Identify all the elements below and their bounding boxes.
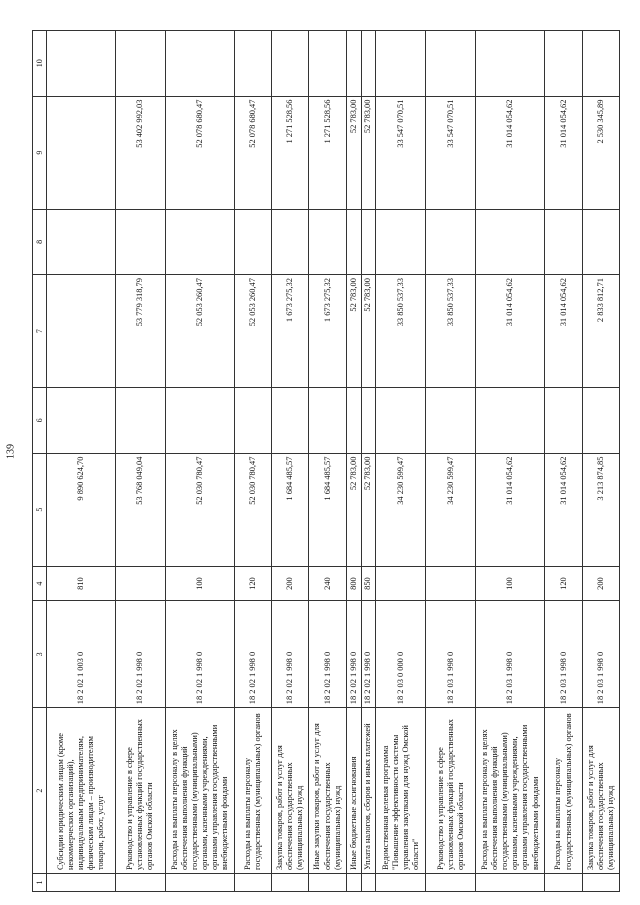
expense-name-cell: Расходы на выплаты персоналу государственных (муниципальных) органов xyxy=(235,708,272,874)
amount-col7-cell: 52 783,00 xyxy=(361,275,376,388)
header-cell-2: 2 xyxy=(33,708,47,874)
amount-col6-cell xyxy=(376,388,426,453)
amount-col6-cell xyxy=(346,388,361,453)
amount-col9-cell: 52 078 680,47 xyxy=(165,96,234,209)
amount-col5-cell: 1 684 485,57 xyxy=(309,453,346,566)
row-spacer-cell xyxy=(361,874,376,892)
amount-col10-cell xyxy=(235,31,272,97)
target-article-code-cell: 18 2 03 0 000 0 xyxy=(376,601,426,708)
header-cell-7: 7 xyxy=(33,275,47,388)
table-row xyxy=(426,31,476,892)
target-article-code-cell: 18 2 02 1 003 0 xyxy=(46,601,115,708)
row-spacer-cell xyxy=(165,874,234,892)
amount-col9-cell: 33 547 070,51 xyxy=(376,96,426,209)
amount-col9-cell: 1 271 528,56 xyxy=(272,96,309,209)
header-cell-10: 10 xyxy=(33,31,47,97)
row-spacer-cell xyxy=(476,874,545,892)
expense-type-cell: 120 xyxy=(235,566,272,601)
expense-name-cell: Расходы на выплаты персоналу в целях обеспечения выполнения функций государственными (муниципальными) органами, казенными учреждениями, органами управления государственными внебюджетными фондами xyxy=(165,708,234,874)
target-article-code-cell: 18 2 03 1 998 0 xyxy=(545,601,582,708)
amount-col8-cell xyxy=(545,209,582,274)
amount-col7-cell: 1 673 275,32 xyxy=(272,275,309,388)
amount-col10-cell xyxy=(165,31,234,97)
expense-name-cell: Руководство и управление в сфере установленных функций государственных органов Омской области xyxy=(426,708,476,874)
amount-col10-cell xyxy=(476,31,545,97)
target-article-code-cell: 18 2 02 1 998 0 xyxy=(165,601,234,708)
target-article-code-cell: 18 2 03 1 998 0 xyxy=(476,601,545,708)
amount-col9-cell: 52 783,00 xyxy=(346,96,361,209)
amount-col10-cell xyxy=(582,31,619,97)
amount-col6-cell xyxy=(361,388,376,453)
table-row xyxy=(115,31,165,892)
amount-col10-cell xyxy=(115,31,165,97)
expense-name-cell: Закупка товаров, работ и услуг для обеспечения государственных (муниципальных) нужд xyxy=(272,708,309,874)
row-spacer-cell xyxy=(376,874,426,892)
amount-col6-cell xyxy=(235,388,272,453)
amount-col10-cell xyxy=(309,31,346,97)
target-article-code-cell: 18 2 02 1 998 0 xyxy=(346,601,361,708)
amount-col7-cell: 52 783,00 xyxy=(346,275,361,388)
page-number: 139 xyxy=(5,444,17,459)
amount-col7-cell: 52 053 260,47 xyxy=(165,275,234,388)
table-row xyxy=(309,31,346,892)
expense-name-cell: Иные бюджетные ассигнования xyxy=(346,708,361,874)
row-spacer-cell xyxy=(582,874,619,892)
expense-name-cell: Субсидии юридическим лицам (кроме некоммерческих организаций), индивидуальным предпринимателям, физическим лицам – производителям товаров, работ, услуг xyxy=(46,708,115,874)
expense-type-cell xyxy=(376,566,426,601)
amount-col9-cell: 33 547 070,51 xyxy=(426,96,476,209)
header-row xyxy=(33,31,47,892)
amount-col6-cell xyxy=(115,388,165,453)
header-cell-3: 3 xyxy=(33,601,47,708)
amount-col8-cell xyxy=(235,209,272,274)
amount-col5-cell: 52 783,00 xyxy=(346,453,361,566)
amount-col5-cell: 34 230 599,47 xyxy=(426,453,476,566)
budget-table-sheet xyxy=(32,30,620,892)
header-cell-1: 1 xyxy=(33,874,47,892)
expense-type-cell: 200 xyxy=(272,566,309,601)
expense-name-cell: Закупка товаров, работ и услуг для обеспечения государственных (муниципальных) нужд xyxy=(582,708,619,874)
amount-col8-cell xyxy=(582,209,619,274)
amount-col7-cell: 31 014 054,62 xyxy=(545,275,582,388)
table-row xyxy=(545,31,582,892)
amount-col8-cell xyxy=(346,209,361,274)
expense-name-cell: Расходы на выплаты персоналу в целях обеспечения выполнения функций государственными (муниципальными) органами, казенными учреждениями, органами управления государственными внебюджетными фондами xyxy=(476,708,545,874)
expense-type-cell: 800 xyxy=(346,566,361,601)
header-cell-9: 9 xyxy=(33,96,47,209)
header-cell-5: 5 xyxy=(33,453,47,566)
amount-col5-cell: 52 030 780,47 xyxy=(235,453,272,566)
amount-col6-cell xyxy=(545,388,582,453)
amount-col8-cell xyxy=(376,209,426,274)
expense-type-cell: 120 xyxy=(545,566,582,601)
expense-name-cell: Руководство и управление в сфере установленных функций государственных органов Омской области xyxy=(115,708,165,874)
amount-col9-cell: 52 783,00 xyxy=(361,96,376,209)
amount-col5-cell: 34 230 599,47 xyxy=(376,453,426,566)
amount-col10-cell xyxy=(426,31,476,97)
amount-col5-cell: 31 014 054,62 xyxy=(545,453,582,566)
table-row xyxy=(376,31,426,892)
expense-type-cell xyxy=(115,566,165,601)
target-article-code-cell: 18 2 03 1 998 0 xyxy=(426,601,476,708)
table-row xyxy=(46,31,115,892)
amount-col6-cell xyxy=(309,388,346,453)
row-spacer-cell xyxy=(346,874,361,892)
amount-col7-cell xyxy=(46,275,115,388)
amount-col6-cell xyxy=(165,388,234,453)
amount-col6-cell xyxy=(582,388,619,453)
expense-name-cell: Иные закупки товаров, работ и услуг для обеспечения государственных (муниципальных) нужд xyxy=(309,708,346,874)
header-cell-6: 6 xyxy=(33,388,47,453)
amount-col8-cell xyxy=(361,209,376,274)
amount-col10-cell xyxy=(361,31,376,97)
amount-col7-cell: 31 014 054,62 xyxy=(476,275,545,388)
amount-col6-cell xyxy=(426,388,476,453)
amount-col10-cell xyxy=(545,31,582,97)
amount-col8-cell xyxy=(115,209,165,274)
table-row xyxy=(235,31,272,892)
amount-col7-cell: 2 833 812,71 xyxy=(582,275,619,388)
budget-table-body xyxy=(33,31,620,892)
expense-type-cell: 240 xyxy=(309,566,346,601)
table-row xyxy=(582,31,619,892)
amount-col9-cell: 52 078 680,47 xyxy=(235,96,272,209)
table-row xyxy=(272,31,309,892)
amount-col9-cell: 1 271 528,56 xyxy=(309,96,346,209)
row-spacer-cell xyxy=(46,874,115,892)
amount-col10-cell xyxy=(376,31,426,97)
target-article-code-cell: 18 2 02 1 998 0 xyxy=(235,601,272,708)
amount-col7-cell: 33 850 537,33 xyxy=(426,275,476,388)
row-spacer-cell xyxy=(115,874,165,892)
row-spacer-cell xyxy=(426,874,476,892)
expense-type-cell: 810 xyxy=(46,566,115,601)
amount-col8-cell xyxy=(46,209,115,274)
target-article-code-cell: 18 2 02 1 998 0 xyxy=(272,601,309,708)
table-row xyxy=(346,31,361,892)
budget-table xyxy=(32,30,620,892)
amount-col7-cell: 1 673 275,32 xyxy=(309,275,346,388)
row-spacer-cell xyxy=(235,874,272,892)
expense-type-cell: 850 xyxy=(361,566,376,601)
header-cell-8: 8 xyxy=(33,209,47,274)
row-spacer-cell xyxy=(309,874,346,892)
amount-col8-cell xyxy=(476,209,545,274)
amount-col5-cell: 52 783,00 xyxy=(361,453,376,566)
expense-name-cell: Ведомственная целевая программа "Повышение эффективности системы управления закупками для нужд Омской области" xyxy=(376,708,426,874)
target-article-code-cell: 18 2 02 1 998 0 xyxy=(115,601,165,708)
amount-col7-cell: 33 850 537,33 xyxy=(376,275,426,388)
amount-col6-cell xyxy=(46,388,115,453)
amount-col9-cell: 53 402 992,03 xyxy=(115,96,165,209)
row-spacer-cell xyxy=(272,874,309,892)
amount-col9-cell: 31 014 054,62 xyxy=(476,96,545,209)
amount-col5-cell: 52 030 780,47 xyxy=(165,453,234,566)
amount-col9-cell xyxy=(46,96,115,209)
amount-col5-cell: 1 684 485,57 xyxy=(272,453,309,566)
expense-type-cell xyxy=(426,566,476,601)
expense-type-cell: 200 xyxy=(582,566,619,601)
amount-col9-cell: 2 530 345,89 xyxy=(582,96,619,209)
amount-col5-cell: 53 768 049,04 xyxy=(115,453,165,566)
table-row xyxy=(476,31,545,892)
amount-col10-cell xyxy=(272,31,309,97)
target-article-code-cell: 18 2 03 1 998 0 xyxy=(582,601,619,708)
amount-col10-cell xyxy=(46,31,115,97)
amount-col8-cell xyxy=(272,209,309,274)
header-cell-4: 4 xyxy=(33,566,47,601)
amount-col8-cell xyxy=(309,209,346,274)
amount-col6-cell xyxy=(476,388,545,453)
expense-type-cell: 100 xyxy=(165,566,234,601)
amount-col10-cell xyxy=(346,31,361,97)
row-spacer-cell xyxy=(545,874,582,892)
expense-name-cell: Уплата налогов, сборов и иных платежей xyxy=(361,708,376,874)
amount-col9-cell: 31 014 054,62 xyxy=(545,96,582,209)
amount-col5-cell: 9 890 624,70 xyxy=(46,453,115,566)
table-row xyxy=(165,31,234,892)
table-row xyxy=(361,31,376,892)
amount-col8-cell xyxy=(165,209,234,274)
amount-col5-cell: 3 213 874,85 xyxy=(582,453,619,566)
amount-col6-cell xyxy=(272,388,309,453)
target-article-code-cell: 18 2 02 1 998 0 xyxy=(361,601,376,708)
amount-col7-cell: 53 779 318,79 xyxy=(115,275,165,388)
amount-col5-cell: 31 014 054,62 xyxy=(476,453,545,566)
expense-name-cell: Расходы на выплаты персоналу государственных (муниципальных) органов xyxy=(545,708,582,874)
target-article-code-cell: 18 2 02 1 998 0 xyxy=(309,601,346,708)
expense-type-cell: 100 xyxy=(476,566,545,601)
amount-col7-cell: 52 053 260,47 xyxy=(235,275,272,388)
amount-col8-cell xyxy=(426,209,476,274)
